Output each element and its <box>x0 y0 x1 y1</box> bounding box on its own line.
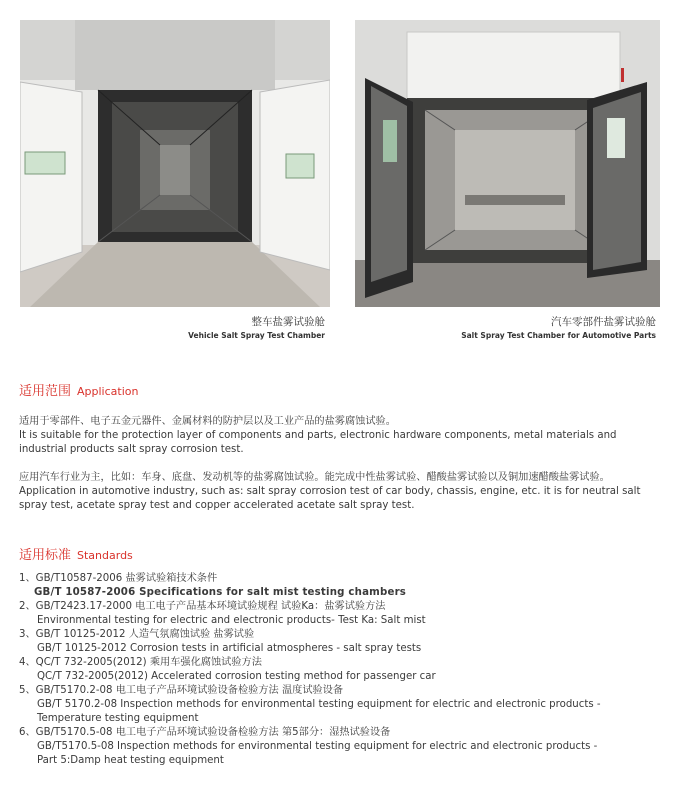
vehicle-chamber-caption-en: Vehicle Salt Spray Test Chamber <box>188 331 325 340</box>
application-heading-cn: 适用范围 <box>19 384 72 399</box>
parts-chamber-caption-cn: 汽车零部件盐雾试验舱 <box>551 316 656 328</box>
standards-list <box>19 572 659 768</box>
standard-3-en: GB/T 10125-2012 Corrosion tests in artificial atmospheres - salt spray tests <box>37 643 422 654</box>
standard-4-head: 4、QC/T 732-2005(2012) 乘用车强化腐蚀试验方法 <box>19 657 262 668</box>
application-p1-cn: 适用于零部件、电子五金元器件、金属材料的防护层以及工业产品的盐雾腐蚀试验。 <box>19 416 396 427</box>
application-paragraph-2 <box>19 471 659 513</box>
standards-heading-en: Standards <box>77 549 133 562</box>
application-p1-en-1: It is suitable for the protection layer of components and parts, electronic hardware components, metal materials and <box>19 430 617 441</box>
application-heading-en: Application <box>77 385 139 398</box>
standard-3-head: 3、GB/T 10125-2012 人造气氛腐蚀试验 盐雾试验 <box>19 629 255 640</box>
standard-4-en: QC/T 732-2005(2012) Accelerated corrosion testing method for passenger car <box>37 671 436 682</box>
standard-2-en: Environmental testing for electric and electronic products- Test Ka: Salt mist <box>37 615 426 626</box>
vehicle-chamber-caption-cn: 整车盐雾试验舱 <box>251 316 325 328</box>
standard-6-head: 6、GB/T5170.5-08 电工电子产品环境试验设备检验方法 第5部分：湿热试验设备 <box>19 727 391 738</box>
application-p2-cn: 应用汽车行业为主，比如：车身、底盘、发动机等的盐雾腐蚀试验。能完成中性盐雾试验、醋酸盐雾试验以及铜加速醋酸盐雾试验。 <box>19 472 610 483</box>
standard-2-head: 2、GB/T2423.17-2000 电工电子产品基本环境试验规程 试验Ka：盐雾试验方法 <box>19 601 386 612</box>
application-paragraph-1 <box>19 415 659 457</box>
application-p1-en-2: industrial products salt spray corrosion test. <box>19 444 244 455</box>
standard-6-en-2: Part 5:Damp heat testing equipment <box>37 755 224 766</box>
standard-1-head: 1、GB/T10587-2006 盐雾试验箱技术条件 <box>19 573 218 584</box>
parts-chamber-photo <box>355 20 660 307</box>
application-p2-en-1: Application in automotive industry, such as: salt spray corrosion test of car body, chassis, engine, etc. it is for neutral salt <box>19 486 641 497</box>
standard-6-en-1: GB/T5170.5-08 Inspection methods for environmental testing equipment for electric and electronic products - <box>37 741 598 752</box>
application-heading <box>19 380 138 399</box>
standards-heading-cn: 适用标准 <box>19 548 72 563</box>
application-p2-en-2: spray test, acetate spray test and copper accelerated acetate salt spray test. <box>19 500 415 511</box>
standard-5-head: 5、GB/T5170.2-08 电工电子产品环境试验设备检验方法 温度试验设备 <box>19 685 344 696</box>
standard-1-en: GB/T 10587-2006 Specifications for salt mist testing chambers <box>34 587 407 598</box>
parts-chamber-caption-en: Salt Spray Test Chamber for Automotive Parts <box>461 331 656 340</box>
vehicle-chamber-photo <box>20 20 330 307</box>
standard-5-en-1: GB/T 5170.2-08 Inspection methods for environmental testing equipment for electric and electronic products - <box>37 699 601 710</box>
standards-heading <box>19 544 133 563</box>
standard-5-en-2: Temperature testing equipment <box>37 713 199 724</box>
